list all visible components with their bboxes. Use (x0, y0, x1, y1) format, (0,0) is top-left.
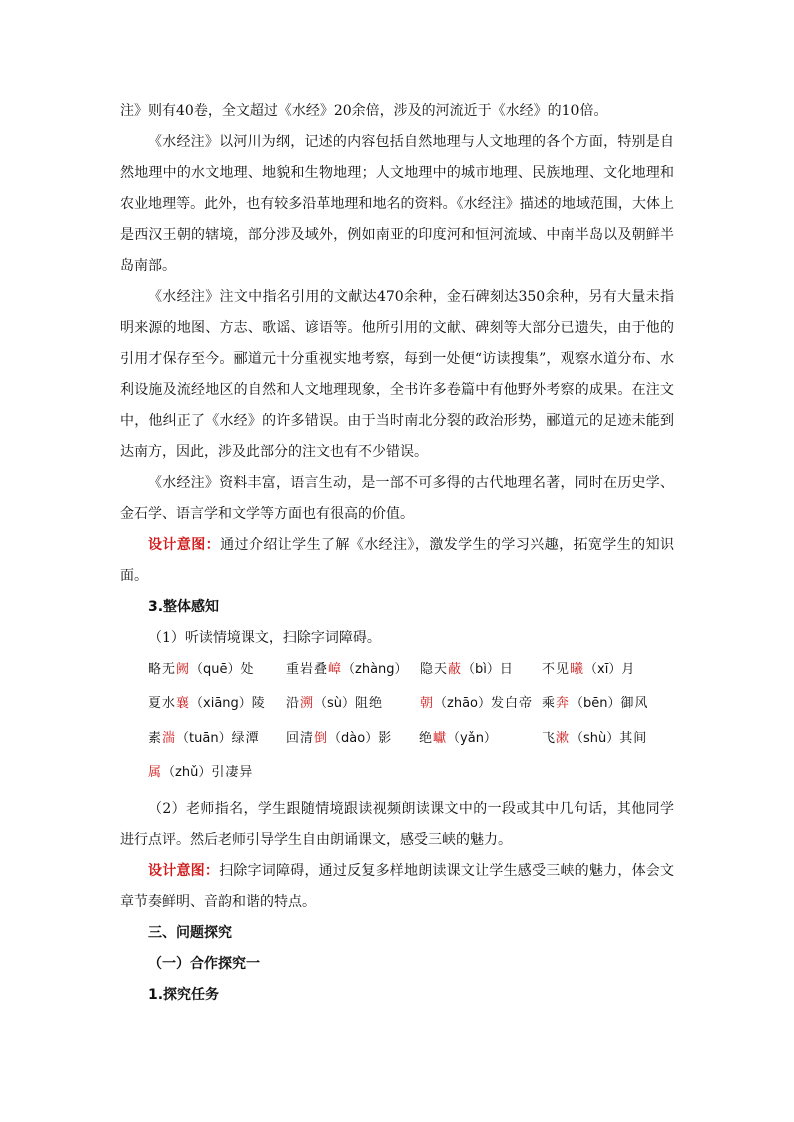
vocab-item: 属（zhǔ）引凄异 (148, 765, 254, 780)
vocab-item: 回清倒（dào）影 (286, 731, 393, 746)
step-1-text: （1）听读情境课文，扫除字词障碍。 (148, 630, 381, 646)
vocab-item: 重岩叠嶂（zhàng） (286, 662, 408, 677)
section-title-inquiry-task: 1.探究任务 (148, 987, 220, 1003)
vocab-item: 略无阙（quē）处 (148, 662, 255, 677)
vocab-item: 素湍（tuān）绿潭 (148, 731, 260, 746)
step-2-text: （2）老师指名，学生跟随情境跟读视频朗读课文中的一段或其中几句话，其他同学进行点评。然后老师引导学生自由朗诵课文，感受三峡的魅力。 (120, 801, 674, 848)
design-intent-text: 扫除字词障碍，通过反复多样地朗读课文让学生感受三峡的魅力，体会文章节奏鲜明、音韵和谐的特点。 (120, 863, 675, 910)
vocab-item: 绝巘（yǎn） (419, 731, 497, 746)
section-title-cooperative-inquiry: （一）合作探究一 (148, 956, 260, 972)
vocab-item: 沿溯（sù）阻绝 (286, 696, 384, 711)
design-intent-text: 通过介绍让学生了解《水经注》，激发学生的学习兴趣，拓宽学生的知识面。 (120, 537, 675, 584)
paragraph-shuijing-content: 《水经注》以河川为纲，记述的内容包括自然地理与人文地理的各个方面，特别是自然地理中的水文地理、地貌和生物地理；人文地理中的城市地理、民族地理、文化地理和农业地理等。此外，也有较多沿革地理和地名的资料。《水经注》描述的地域范围，大体上是西汉王朝的辖境，部分涉及域外，例如南亚的印度河和恒河流域、中南半岛以及朝鲜半岛南部。 (120, 134, 674, 274)
paragraph-shuijing-citations: 《水经注》注文中指名引用的文献达470余种，金石碑刻达350余种，另有大量未指明来源的地图、方志、歌谣、谚语等。他所引用的文献、碑刻等大部分已遗失，由于他的引用才保存至今。郦道元十分重视实地考察，每到一处便“访读搜集”，观察水道分布、水利设施及流经地区的自然和人文地理现象，全书许多卷篇中有他野外考察的成果。在注文中，他纠正了《水经》的许多错误。由于当时南北分裂的政治形势，郦道元的足迹未能到达南方，因此，涉及此部分的注文也有不少错误。 (120, 289, 674, 460)
vocab-item: 飞漱（shù）其间 (542, 731, 648, 746)
section-title-overall-perception: 3.整体感知 (148, 599, 220, 615)
vocab-item: 不见曦（xī）月 (542, 662, 636, 677)
vocab-item: 隐天蔽（bì）日 (420, 662, 514, 677)
design-intent-1 (120, 530, 674, 592)
vocab-item: 夏水襄（xiāng）陵 (148, 696, 266, 711)
design-intent-label: 设计意图： (148, 863, 220, 879)
section-title-problem-inquiry: 三、问题探究 (148, 925, 232, 941)
paragraph-shuijing-volumes: 注》则有40卷，全文超过《水经》20余倍，涉及的河流近于《水经》的10倍。 (120, 103, 608, 119)
vocabulary-list (148, 654, 674, 794)
design-intent-label: 设计意图： (148, 537, 221, 553)
vocab-item: 朝（zhāo）发白帝 (420, 696, 534, 711)
document-page (120, 96, 674, 1011)
paragraph-shuijing-value: 《水经注》资料丰富，语言生动，是一部不可多得的古代地理名著，同时在历史学、金石学、语言学和文学等方面也有很高的价值。 (120, 475, 674, 522)
design-intent-2 (120, 856, 674, 918)
vocab-item: 乘奔（bēn）御风 (542, 696, 649, 711)
